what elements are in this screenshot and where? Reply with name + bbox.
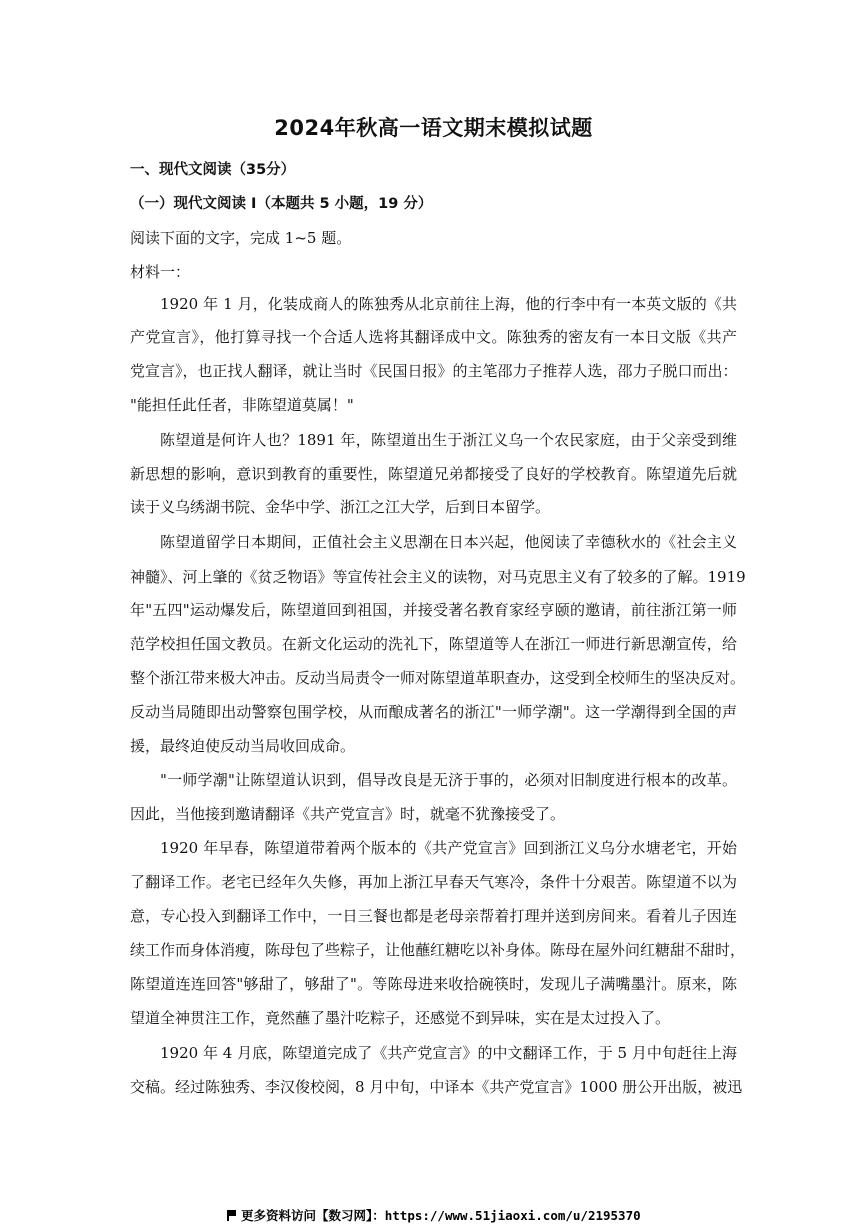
flag-icon [227, 1210, 236, 1221]
paragraph-line: 意，专心投入到翻译工作中，一日三餐也都是老母亲帮着打理并送到房间来。看着儿子因连 [130, 907, 737, 925]
paragraph-line: 陈望道是何许人也？1891 年，陈望道出生于浙江义乌一个农民家庭，由于父亲受到维 [160, 431, 737, 449]
paragraph-line: 反动当局随即出动警察包围学校，从而酿成著名的浙江"一师学潮"。这一学潮得到全国的声 [130, 703, 737, 721]
paragraph-line: 陈望道留学日本期间，正值社会主义思潮在日本兴起，他阅读了幸德秋水的《社会主义 [160, 533, 737, 551]
paragraph-line: 1920 年早春，陈望道带着两个版本的《共产党宣言》回到浙江义乌分水塘老宅，开始 [160, 839, 737, 857]
paragraph-line: 了翻译工作。老宅已经年久失修，再加上浙江早春天气寒冷，条件十分艰苦。陈望道不以为 [130, 873, 737, 891]
paragraph-line: 续工作而身体消瘦，陈母包了些粽子，让他蘸红糖吃以补身体。陈母在屋外问红糖甜不甜时， [130, 941, 746, 959]
paragraph-line: 年"五四"运动爆发后，陈望道回到祖国，并接受著名教育家经亨颐的邀请，前往浙江第一师 [130, 601, 737, 619]
paragraph-line: "一师学潮"让陈望道认识到，倡导改良是无济于事的，必须对旧制度进行根本的改革。 [160, 771, 737, 789]
paragraph-line: 望道全神贯注工作，竟然蘸了墨汁吃粽子，还感觉不到异味，实在是太过投入了。 [130, 1009, 671, 1027]
paragraph-line: "能担任此任者，非陈望道莫属！" [130, 396, 354, 414]
subsection-heading: （一）现代文阅读 I（本题共 5 小题，19 分） [130, 196, 433, 212]
paragraph-line: 神髓》、河上肇的《贫乏物语》等宣传社会主义的读物，对马克思主义有了较多的了解。1919 [130, 568, 746, 586]
paragraph-line: 党宣言》，也正找人翻译，就让当时《民国日报》的主笔邵力子推荐人选，邵力子脱口而出： [130, 362, 738, 380]
section-heading: 一、现代文阅读（35分） [130, 162, 296, 178]
footer-link[interactable] [227, 1206, 641, 1224]
paragraph-line: 因此，当他接到邀请翻译《共产党宣言》时，就毫不犹豫接受了。 [130, 805, 566, 823]
instruction-text: 阅读下面的文字，完成 1~5 题。 [130, 229, 352, 247]
paragraph-line: 产党宣言》，他打算寻找一个合适人选将其翻译成中文。陈独秀的密友有一本日文版《共产 [130, 328, 737, 346]
paragraph-line: 援，最终迫使反动当局收回成命。 [130, 737, 356, 755]
paragraph-line: 1920 年 1 月，化装成商人的陈独秀从北京前往上海，他的行李中有一本英文版的《共 [160, 295, 737, 313]
page-title: 2024年秋高一语文期末模拟试题 [274, 116, 593, 140]
paragraph-line: 范学校担任国文教员。在新文化运动的洗礼下，陈望道等人在浙江一师进行新思潮宣传，给 [130, 635, 737, 653]
paragraph-line: 陈望道连连回答"够甜了，够甜了"。等陈母进来收拾碗筷时，发现儿子满嘴墨汁。原来，陈 [130, 975, 737, 993]
paragraph-line: 新思想的影响，意识到教育的重要性，陈望道兄弟都接受了良好的学校教育。陈望道先后就 [130, 465, 737, 483]
paragraph-line: 交稿。经过陈独秀、李汉俊校阅，8 月中旬，中译本《共产党宣言》1000 册公开出版，被迅 [130, 1078, 743, 1096]
paragraph-line: 读于义乌绣湖书院、金华中学、浙江之江大学，后到日本留学。 [130, 498, 551, 516]
paragraph-line: 整个浙江带来极大冲击。反动当局责令一师对陈望道革职查办，这受到全校师生的坚决反对。 [130, 669, 746, 687]
paragraph-line: 1920 年 4 月底，陈望道完成了《共产党宣言》的中文翻译工作，于 5 月中旬赶往上海 [160, 1044, 737, 1062]
footer-text: 更多资料访问【数习网】：https://www.51jiaoxi.com/u/2195370 [241, 1208, 641, 1223]
material-label: 材料一： [130, 263, 191, 281]
